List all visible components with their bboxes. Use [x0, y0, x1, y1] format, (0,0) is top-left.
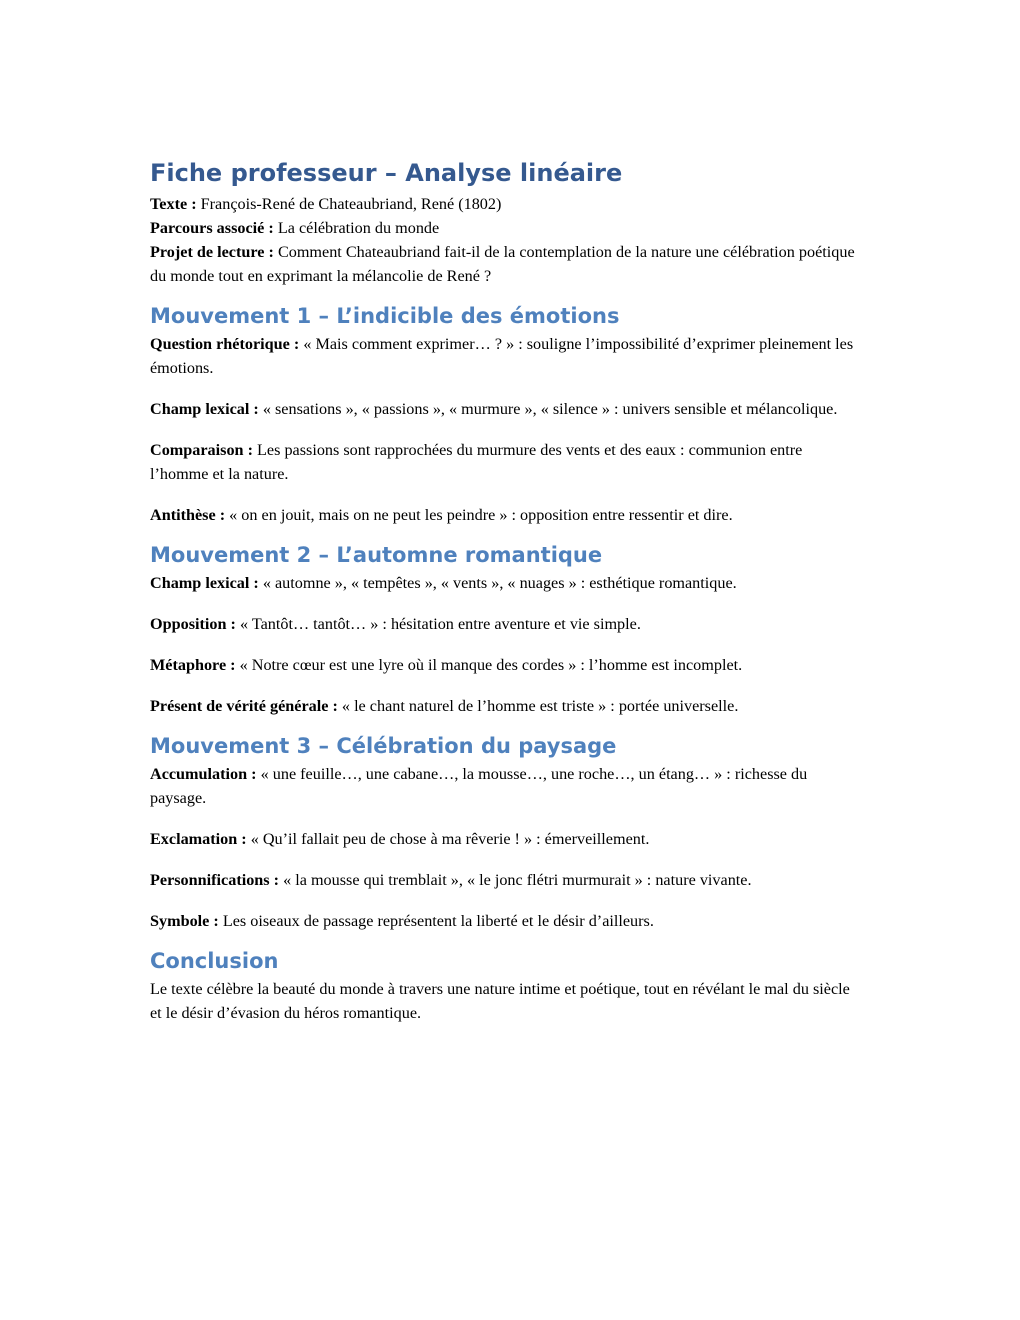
item-label: Opposition :	[150, 615, 236, 633]
item-text: « automne », « tempêtes », « vents », « nuages » : esthétique romantique.	[258, 574, 737, 592]
item-label: Symbole :	[150, 912, 219, 930]
analysis-item	[150, 503, 860, 527]
analysis-item	[150, 868, 860, 892]
page-title: Fiche professeur – Analyse linéaire	[150, 159, 623, 187]
analysis-item	[150, 332, 860, 380]
item-label: Champ lexical :	[150, 574, 259, 592]
analysis-item	[150, 909, 860, 933]
projet-label: Projet de lecture :	[150, 243, 274, 261]
document-page	[150, 158, 860, 1025]
item-text: « Notre cœur est une lyre où il manque des cordes » : l’homme est incomplet.	[235, 656, 743, 674]
section-body	[150, 762, 860, 933]
item-label: Personnifications :	[150, 871, 280, 889]
item-text: « sensations », « passions », « murmure », « silence » : univers sensible et mélancolique.	[258, 400, 838, 418]
item-label: Comparaison :	[150, 441, 253, 459]
item-label: Exclamation :	[150, 830, 247, 848]
analysis-item	[150, 653, 860, 677]
parcours-label: Parcours associé :	[150, 219, 274, 237]
item-text: « Tantôt… tantôt… » : hésitation entre aventure et vie simple.	[235, 615, 641, 633]
conclusion-text: Le texte célèbre la beauté du monde à travers une nature intime et poétique, tout en révélant le mal du siècle et le désir d’évasion du héros romantique.	[150, 980, 850, 1022]
analysis-item	[150, 827, 860, 851]
analysis-item	[150, 571, 860, 595]
parcours-value: La célébration du monde	[273, 219, 440, 237]
item-label: Antithèse :	[150, 506, 226, 524]
projet-line	[150, 240, 860, 288]
item-label: Métaphore :	[150, 656, 236, 674]
analysis-item	[150, 694, 860, 718]
texte-line	[150, 192, 860, 216]
section-heading: Mouvement 3 – Célébration du paysage	[150, 734, 617, 758]
item-text: « Mais comment exprimer… ? » : souligne l’impossibilité d’exprimer pleinement les émotions.	[150, 335, 854, 377]
item-label: Accumulation :	[150, 765, 257, 783]
conclusion-heading: Conclusion	[150, 949, 279, 973]
item-text: « le chant naturel de l’homme est triste » : portée universelle.	[337, 697, 739, 715]
parcours-line	[150, 216, 860, 240]
projet-value: Comment Chateaubriand fait-il de la contemplation de la nature une célébration poétique du monde tout en exprimant la mélancolie de René ?	[150, 243, 855, 285]
item-text: « on en jouit, mais on ne peut les peindre » : opposition entre ressentir et dire.	[225, 506, 733, 524]
item-text: Les oiseaux de passage représentent la liberté et le désir d’ailleurs.	[218, 912, 654, 930]
item-label: Champ lexical :	[150, 400, 259, 418]
item-label: Question rhétorique :	[150, 335, 300, 353]
analysis-item	[150, 438, 860, 486]
section-body	[150, 571, 860, 718]
item-label: Présent de vérité générale :	[150, 697, 338, 715]
texte-label: Texte :	[150, 195, 197, 213]
analysis-item	[150, 762, 860, 810]
item-text: « Qu’il fallait peu de chose à ma rêverie ! » : émerveillement.	[246, 830, 650, 848]
section-body	[150, 332, 860, 527]
analysis-item	[150, 397, 860, 421]
section-heading: Mouvement 2 – L’automne romantique	[150, 543, 603, 567]
item-text: « une feuille…, une cabane…, la mousse…, une roche…, un étang… » : richesse du paysage.	[150, 765, 808, 807]
section-heading: Mouvement 1 – L’indicible des émotions	[150, 304, 620, 328]
texte-value: François-René de Chateaubriand, René (1802)	[196, 195, 502, 213]
item-text: Les passions sont rapprochées du murmure des vents et des eaux : communion entre l’homme et la nature.	[150, 441, 803, 483]
analysis-item	[150, 612, 860, 636]
item-text: « la mousse qui tremblait », « le jonc flétri murmurait » : nature vivante.	[279, 871, 752, 889]
